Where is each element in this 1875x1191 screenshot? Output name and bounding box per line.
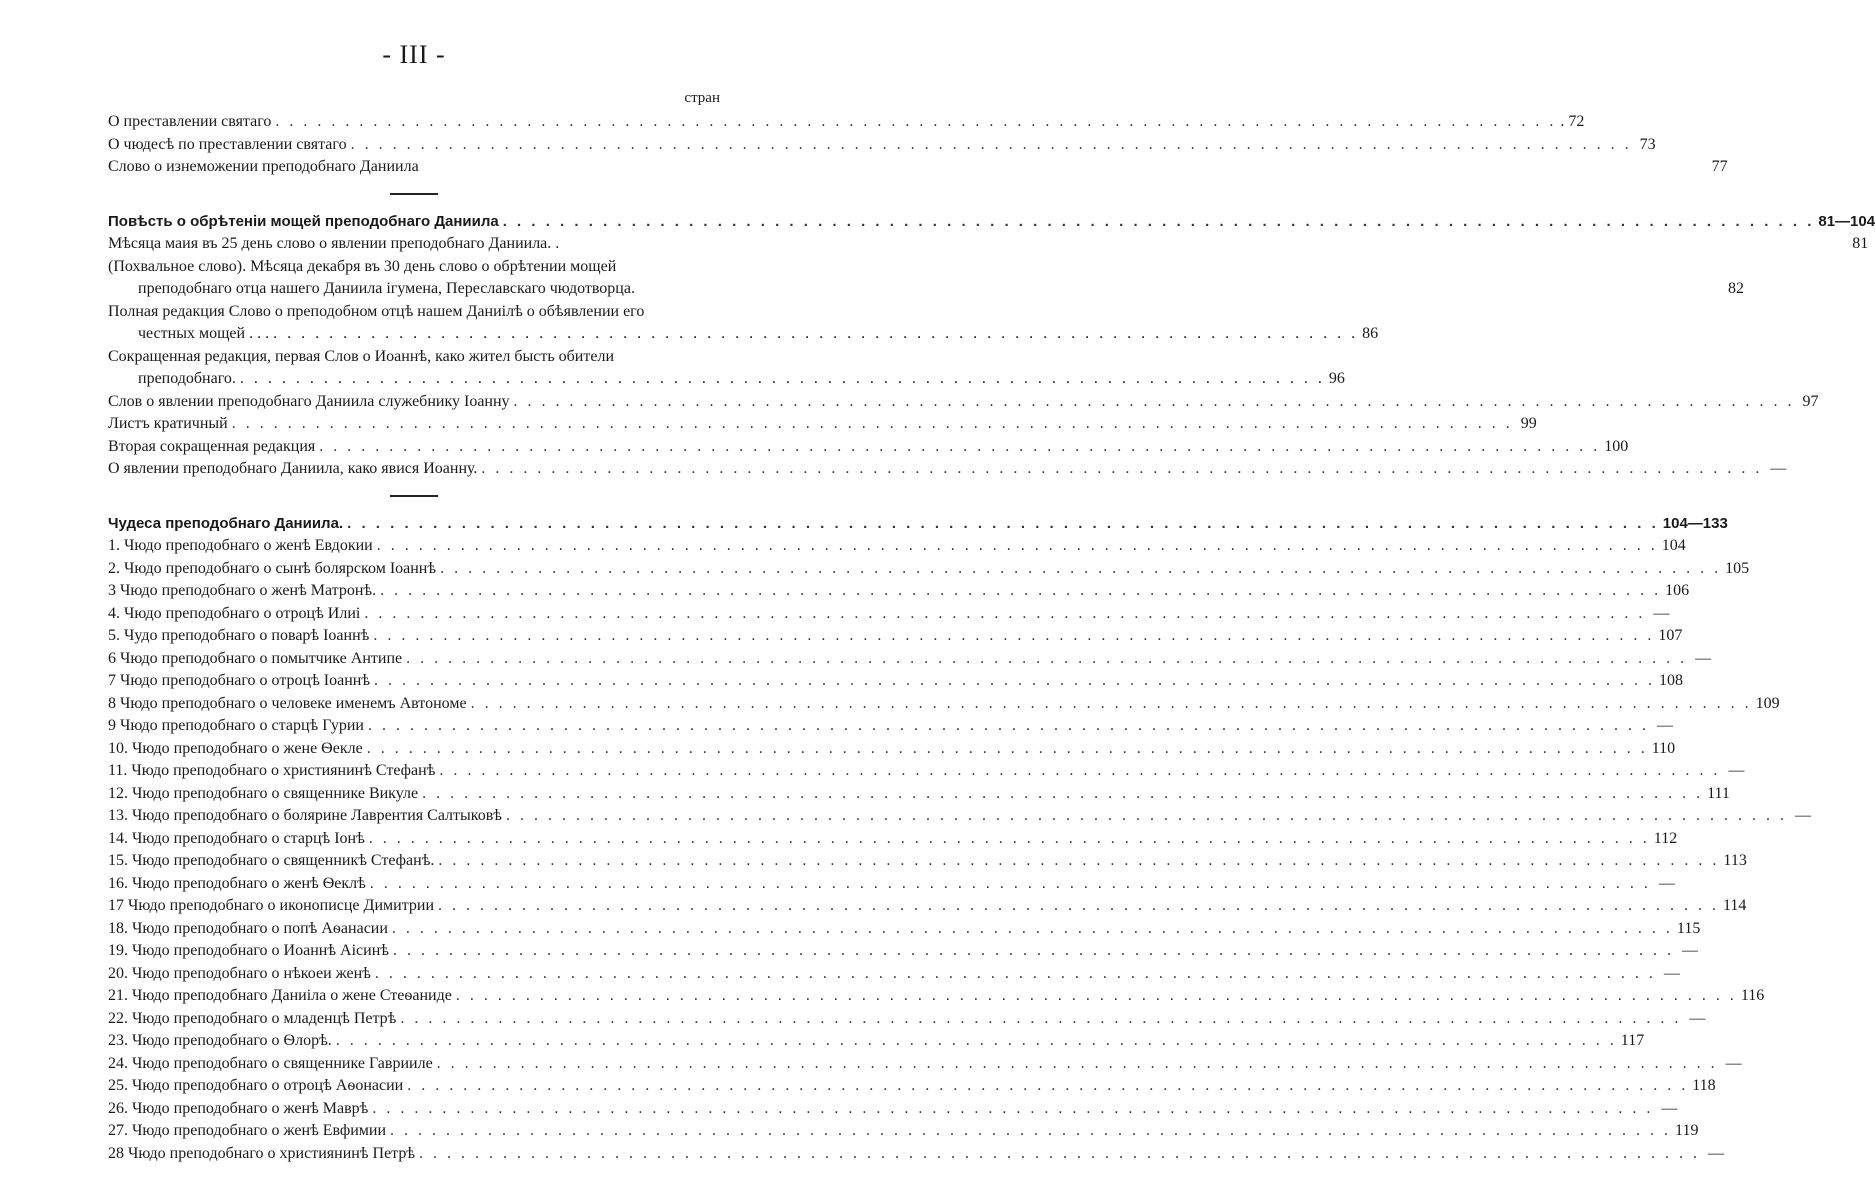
dot-leader bbox=[343, 513, 1663, 536]
entry-page: — bbox=[1661, 1099, 1678, 1117]
entry-number: 23. bbox=[108, 1032, 128, 1049]
dot-leader bbox=[403, 1075, 1692, 1098]
miracle-entry bbox=[108, 760, 1745, 783]
entry-title: Чюдо преподобнаго о старцѣ Iонѣ bbox=[132, 829, 365, 847]
miracle-entry bbox=[108, 625, 1683, 648]
entry-number: 9 bbox=[108, 717, 116, 734]
entry-title: Чюдо преподобнаго о младенцѣ Петрѣ bbox=[132, 1009, 397, 1027]
dot-leader bbox=[370, 670, 1659, 693]
dot-leader bbox=[371, 963, 1660, 986]
miracle-entry bbox=[108, 805, 1811, 828]
toc-entry bbox=[108, 301, 1379, 346]
miracle-entry bbox=[108, 693, 1780, 716]
miracle-entry bbox=[108, 580, 1690, 603]
entry-number: 18. bbox=[108, 919, 128, 937]
entry-number: 13. bbox=[108, 807, 128, 824]
section-heading-title: Чудеса преподобнаго Даниила. bbox=[108, 514, 344, 532]
entry-page: — bbox=[1725, 1054, 1742, 1072]
entry-number: 7 bbox=[108, 672, 116, 689]
entry-title-line2: преподобнаго отца нашего Даниила iгумена, Переславскаго чюдотворца. bbox=[138, 280, 635, 297]
miracle-entry bbox=[108, 558, 1750, 581]
dot-leader bbox=[364, 715, 1653, 738]
dot-leader bbox=[434, 895, 1723, 918]
entry-number: 2. bbox=[108, 559, 120, 577]
entry-number: 11. bbox=[108, 762, 128, 779]
miracle-entry bbox=[108, 535, 1686, 558]
section-miracles bbox=[108, 513, 1811, 1166]
entry-title-line2: преподобнаго. bbox=[138, 370, 236, 387]
entry-title: Чюдо преподобнаго о отроцѣ Аѳонасии bbox=[132, 1077, 404, 1094]
entry-number: 15. bbox=[108, 852, 128, 869]
dot-leader bbox=[433, 1053, 1722, 1076]
dot-leader bbox=[269, 323, 1362, 346]
miracle-entry bbox=[108, 1098, 1678, 1121]
entry-title: Чюдо преподобнаго о женѣ Матронѣ. bbox=[120, 582, 377, 599]
entry-page: — bbox=[1708, 1144, 1725, 1162]
miracle-entry bbox=[108, 715, 1673, 738]
dot-leader bbox=[363, 738, 1652, 761]
section-heading bbox=[108, 513, 1728, 536]
section-divider bbox=[390, 193, 438, 195]
entry-page: 113 bbox=[1723, 852, 1747, 869]
entry-title: Чюдо преподобнаго о Иоаннѣ Аiсинѣ bbox=[132, 942, 389, 959]
section-heading bbox=[108, 211, 1875, 234]
entry-title: Чюдо преподобнаго о женѣ Евфимии bbox=[132, 1122, 387, 1139]
dot-leader bbox=[347, 134, 1636, 157]
entry-page: 111 bbox=[1707, 784, 1730, 802]
entry-number: 10. bbox=[108, 739, 128, 757]
entry-title: Чюдо преподобнаго о помытчике Антипе bbox=[120, 649, 403, 667]
dot-leader bbox=[435, 760, 1724, 783]
entry-page: 100 bbox=[1604, 437, 1629, 455]
entry-title: О чюдесѣ по преставлении святаго bbox=[108, 135, 347, 153]
entry-page: 99 bbox=[1520, 415, 1537, 432]
dot-leader bbox=[360, 603, 1649, 626]
dot-leader bbox=[510, 391, 1799, 414]
entry-title: Вторая сокращенная редакция bbox=[108, 437, 316, 455]
entry-title-line1: Сокращенная редакция, первая Слов о Иоаннѣ, како жител бысть обители bbox=[108, 347, 615, 365]
dot-leader bbox=[452, 985, 1741, 1008]
entry-number: 28 bbox=[108, 1144, 124, 1162]
entry-title: Чюдо преподобнаго о сынѣ болярском Iоаннѣ bbox=[124, 559, 437, 577]
entry-title: О явлении преподобнаго Даниила, како явися Иоанну. bbox=[108, 460, 478, 477]
entry-page: 118 bbox=[1692, 1077, 1716, 1094]
entry-page: 116 bbox=[1740, 987, 1765, 1004]
entry-title: Чюдо преподобнаго о Ѳлорѣ. bbox=[132, 1032, 332, 1049]
entry-page: . 72 bbox=[1560, 113, 1585, 130]
dot-leader bbox=[369, 625, 1658, 648]
dot-leader bbox=[332, 1030, 1621, 1053]
entry-title-line2: честных мощей . . . bbox=[138, 325, 270, 342]
entry-page: — bbox=[1689, 1009, 1706, 1027]
entry-title: Чюдо преподобнаго о християнинѣ Петрѣ bbox=[128, 1144, 416, 1162]
miracle-entry bbox=[108, 1075, 1716, 1098]
entry-number: 26. bbox=[108, 1099, 128, 1117]
entry-page: — bbox=[1770, 460, 1787, 477]
miracle-entry bbox=[108, 963, 1680, 986]
entry-title: Чюдо преподобнаго о иконописце Димитрии bbox=[128, 897, 435, 914]
miracle-entry bbox=[108, 1053, 1742, 1076]
page-number: - III - bbox=[382, 40, 446, 69]
toc-entry bbox=[108, 156, 1728, 179]
dot-leader bbox=[366, 873, 1655, 896]
entry-page: 119 bbox=[1675, 1122, 1699, 1139]
entry-page: — bbox=[1681, 942, 1698, 959]
dot-leader bbox=[386, 1120, 1675, 1143]
dot-leader bbox=[373, 535, 1662, 558]
toc-entry bbox=[108, 436, 1629, 459]
dot-leader bbox=[388, 918, 1677, 941]
miracle-entry bbox=[108, 895, 1747, 918]
entry-title: Чюдо преподобнаго о священнике Гаврииле bbox=[132, 1054, 433, 1072]
dot-leader bbox=[396, 1008, 1685, 1031]
miracle-list bbox=[108, 535, 1811, 1165]
entry-page: — bbox=[1653, 604, 1670, 622]
miracle-entry bbox=[108, 1120, 1699, 1143]
entry-number: 19. bbox=[108, 942, 128, 959]
entry-page: 105 bbox=[1725, 559, 1750, 577]
dot-leader bbox=[402, 648, 1691, 671]
entry-page: — bbox=[1695, 649, 1712, 667]
entry-number: 3 bbox=[108, 582, 116, 599]
entry-number: 6 bbox=[108, 649, 116, 667]
entry-title: Чюдо преподобнаго о женѣ Ѳеклѣ bbox=[132, 874, 366, 892]
miracle-entry bbox=[108, 783, 1730, 806]
dot-leader bbox=[502, 805, 1791, 828]
miracle-entry bbox=[108, 1008, 1706, 1031]
entry-title-line1: Полная редакция Слово о преподобном отцѣ нашем Даниiлѣ о обѣявлении его bbox=[108, 302, 645, 320]
dot-leader bbox=[434, 850, 1723, 873]
miracle-entry bbox=[108, 1143, 1725, 1166]
entry-title: Листъ кратичный bbox=[108, 415, 228, 432]
entry-number: 21. bbox=[108, 987, 128, 1004]
miracle-entry bbox=[108, 648, 1712, 671]
miracle-entry bbox=[108, 873, 1675, 896]
entry-page: 110 bbox=[1651, 739, 1676, 757]
entry-title-line1: (Похвальное слово). Мѣсяца декабря въ 30 день слово о обрѣтении мощей bbox=[108, 257, 617, 275]
miracle-entry bbox=[108, 670, 1684, 693]
entry-page: 81 bbox=[1852, 235, 1869, 252]
entry-number: 8 bbox=[108, 694, 116, 712]
entry-page: 86 bbox=[1362, 325, 1379, 342]
dot-leader bbox=[228, 413, 1517, 436]
entry-number: 16. bbox=[108, 874, 128, 892]
entry-number: 1. bbox=[108, 537, 120, 554]
column-label-pages: стран bbox=[684, 90, 720, 106]
entry-title: Чюдо преподобнаго Даниiла о жене Стеѳаниде bbox=[132, 987, 452, 1004]
entry-title: Чюдо преподобнаго о попѣ Аѳанасии bbox=[132, 919, 388, 937]
entry-title: Чюдо преподобнаго о жене Ѳекле bbox=[132, 739, 363, 757]
entry-title: Чюдо преподобнаго о нѣкоеи женѣ bbox=[132, 964, 371, 982]
entry-page: 104 bbox=[1661, 537, 1686, 554]
dot-leader bbox=[499, 211, 1819, 234]
entry-page: 108 bbox=[1659, 672, 1684, 689]
entry-number: 20. bbox=[108, 964, 128, 982]
miracle-entry bbox=[108, 603, 1670, 626]
toc-entry bbox=[108, 346, 1345, 391]
entry-page: 97 bbox=[1802, 392, 1819, 410]
dot-leader bbox=[415, 1143, 1704, 1166]
miracle-entry bbox=[108, 828, 1678, 851]
section-relics bbox=[108, 211, 1875, 481]
dot-leader bbox=[436, 558, 1725, 581]
entry-page: — bbox=[1728, 762, 1745, 779]
entry-title: Чюдо преподобнаго о отроцѣ Илиi bbox=[124, 604, 361, 622]
section-divider bbox=[390, 495, 438, 497]
entry-title: Чюдо преподобнаго о болярине Лаврентия Салтыковѣ bbox=[132, 807, 502, 824]
dot-leader bbox=[368, 1098, 1657, 1121]
entry-number: 27. bbox=[108, 1122, 128, 1139]
entry-page: 77 bbox=[1711, 158, 1728, 175]
dot-leader bbox=[389, 940, 1678, 963]
dot-leader bbox=[376, 580, 1665, 603]
entry-title: Чюдо преподобнаго о священнике Викуле bbox=[132, 784, 419, 802]
entry-page: — bbox=[1656, 717, 1673, 734]
entry-page: 117 bbox=[1620, 1032, 1645, 1049]
miracle-entry bbox=[108, 985, 1765, 1008]
dot-leader bbox=[236, 368, 1329, 391]
entry-page: 107 bbox=[1658, 627, 1683, 644]
toc-entry bbox=[108, 134, 1656, 157]
miracle-entry bbox=[108, 738, 1676, 761]
entry-number: 12. bbox=[108, 784, 128, 802]
entry-title: Чюдо преподобнаго о человеке именемъ Автономе bbox=[120, 694, 467, 712]
miracle-entry bbox=[108, 1030, 1645, 1053]
toc-entry bbox=[108, 413, 1537, 436]
miracle-entry bbox=[108, 940, 1698, 963]
dot-leader bbox=[315, 436, 1604, 459]
entry-page: 106 bbox=[1665, 582, 1690, 599]
entry-title: Чюдо преподобнаго о старцѣ Гурии bbox=[120, 717, 364, 734]
entry-title: Чюдо преподобнаго о женѣ Маврѣ bbox=[132, 1099, 369, 1117]
entry-title: Мѣсяца маия въ 25 день слово о явлении преподобнаго Даниила. . bbox=[108, 235, 560, 252]
toc-entry bbox=[108, 458, 1787, 481]
entry-title: О преставлении святаго bbox=[108, 113, 272, 130]
entry-title: Чюдо преподобнаго о женѣ Евдокии bbox=[124, 537, 373, 554]
section-heading-title: Повѣсть о обрѣтенiи мощей преподобнаго Даниила bbox=[108, 212, 499, 230]
entry-page: 114 bbox=[1723, 897, 1747, 914]
entry-page: 96 bbox=[1328, 370, 1345, 387]
entry-title: Слов о явлении преподобнаго Даниила служебнику Iоанну bbox=[108, 392, 510, 410]
toc-entry bbox=[108, 256, 1744, 301]
entry-page: — bbox=[1663, 964, 1680, 982]
miracle-entry bbox=[108, 850, 1747, 873]
entry-number: 22. bbox=[108, 1009, 128, 1027]
dot-leader bbox=[477, 458, 1766, 481]
section-life bbox=[108, 111, 1728, 179]
entry-page: 115 bbox=[1676, 919, 1701, 937]
dot-leader bbox=[271, 111, 1560, 134]
toc-entry bbox=[108, 391, 1819, 414]
entry-page: 73 bbox=[1639, 135, 1656, 153]
entry-title: Слово о изнеможении преподобнаго Даниила bbox=[108, 158, 419, 175]
dot-leader bbox=[365, 828, 1654, 851]
entry-title: Чюдо преподобнаго о священникѣ Стефанѣ. bbox=[132, 852, 435, 869]
miracle-entry bbox=[108, 918, 1701, 941]
entry-number: 14. bbox=[108, 829, 128, 847]
entry-number: 17 bbox=[108, 897, 124, 914]
entry-page: — bbox=[1794, 807, 1811, 824]
toc-entry bbox=[108, 111, 1585, 134]
entry-number: 5. bbox=[108, 627, 120, 644]
entry-page: 82 bbox=[1727, 280, 1744, 297]
entry-title: Чюдо преподобнаго о отроцѣ Iоаннѣ bbox=[120, 672, 371, 689]
entry-number: 24. bbox=[108, 1054, 128, 1072]
entry-page: 109 bbox=[1755, 694, 1780, 712]
entry-title: Чудо преподобнаго о поварѣ Iоаннѣ bbox=[124, 627, 370, 644]
toc-entry bbox=[108, 233, 1869, 256]
entry-number: 25. bbox=[108, 1077, 128, 1094]
entry-page: — bbox=[1658, 874, 1675, 892]
entry-page: 112 bbox=[1653, 829, 1678, 847]
dot-leader bbox=[418, 783, 1707, 806]
section-heading-pages: 81—104 bbox=[1818, 212, 1875, 230]
dot-leader bbox=[467, 693, 1756, 716]
entry-title: Чюдо преподобнаго о християнинѣ Стефанѣ bbox=[131, 762, 436, 779]
section-heading-pages: 104—133 bbox=[1662, 514, 1728, 532]
entry-number: 4. bbox=[108, 604, 120, 622]
toc-page bbox=[108, 40, 1875, 1165]
